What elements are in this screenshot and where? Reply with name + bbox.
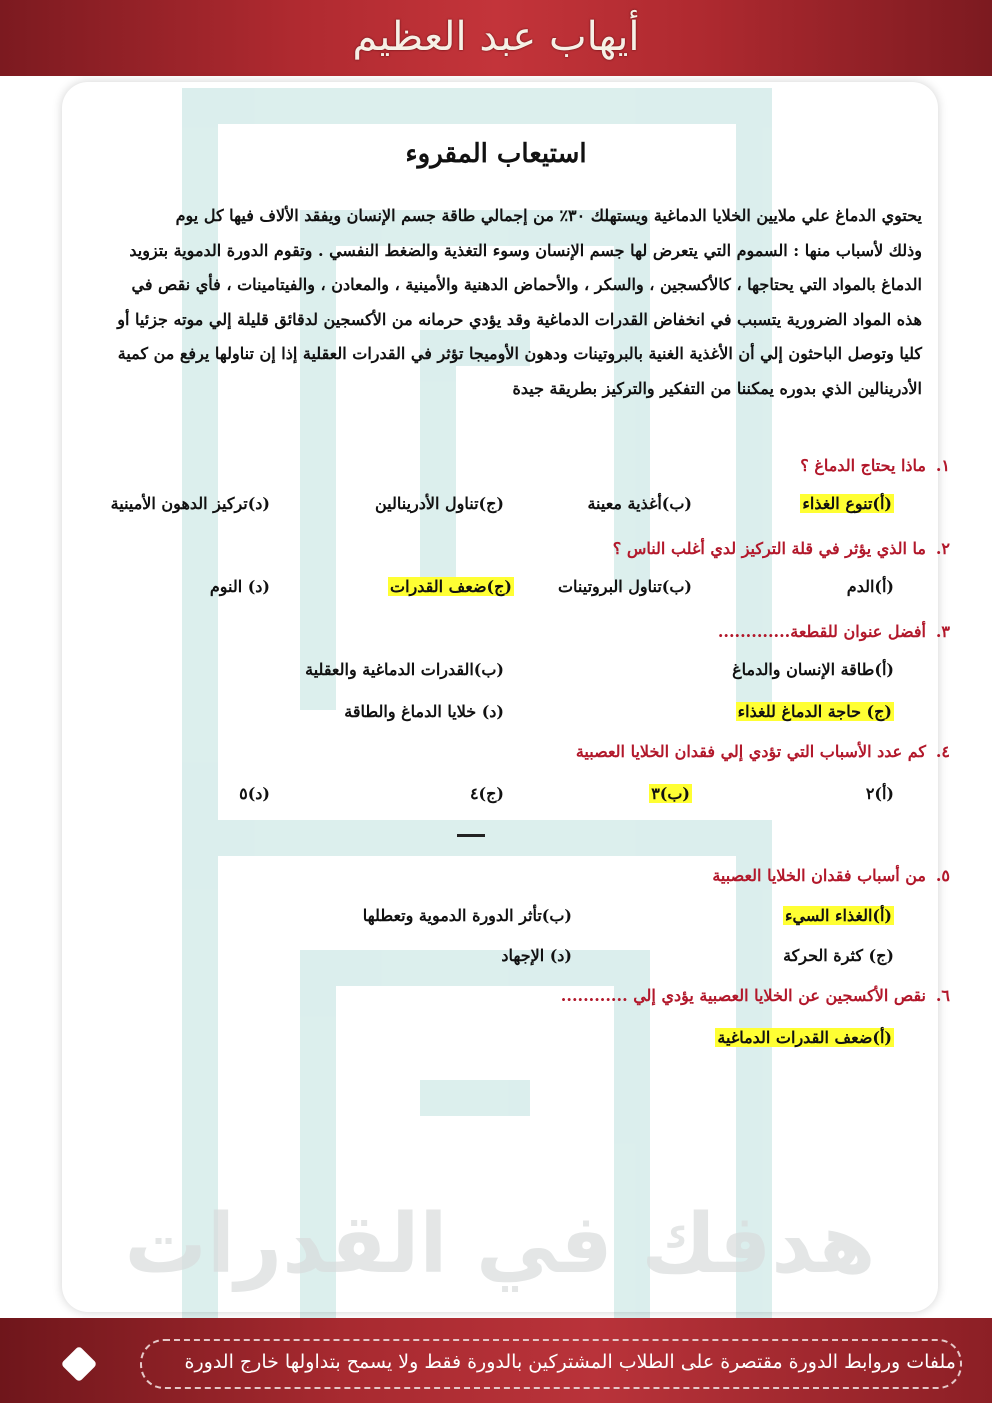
question-number: ٤. [935,742,950,761]
question-6 [561,982,950,1010]
passage-line: يحتوي الدماغ علي ملايين الخلايا الدماغية ويستهلك ٣٠٪ من إجمالي طاقة جسم الإنسان ويفقد الألاف فيها كل يوم [175,206,922,225]
passage-line: الأدرينالين الذي بدوره يمكننا من التفكير والتركيز بطريقة جيدة [512,378,922,398]
option-b[interactable]: (ب)تناول البروتينات [557,577,692,596]
passage [62,199,922,407]
question-1 [800,452,950,480]
option-b[interactable]: (ب)أغذية معينة [587,494,692,513]
question-number: ٥. [935,866,950,885]
option-label: (ج)ضعف القدرات [390,577,512,596]
option-label: (أ)ضعف القدرات الدماغية [717,1028,892,1047]
option-d[interactable]: (د)٥ [239,784,270,803]
question-5 [712,862,950,890]
option-a[interactable] [715,1024,894,1052]
page-title: استيعاب المقروء [405,139,587,169]
option-d[interactable]: (د) النوم [209,577,270,596]
option-d[interactable]: (د) الإجهاد [501,946,572,965]
question-2 [613,535,950,563]
option-label: (ج) حاجة الدماغ للغذاء [737,702,892,721]
option-b[interactable]: (ب)القدرات الدماغية والعقلية [305,660,504,679]
passage-line: الدماغ بالمواد التي يحتاجها ، كالأكسجين ، والسكر ، والأحماض الدهنية والأمينية ، والمعادن ، والفيتامينات ، فأي نقص في [131,275,922,295]
option-label: (أ)الغذاء السيء [784,906,892,925]
option-a[interactable]: (أ)طاقة الإنسان والدماغ [732,660,894,679]
logo [346,6,646,68]
passage-line: هذه المواد الضرورية يتسبب في انخفاض القدرات الدماغية وقد يؤدي حرمانه من الأكسجين لدقائق قليلة إلي موته جزئيا أو [117,309,922,329]
footer-notice: ملفات وروابط الدورة مقتصرة على الطلاب المشتركين بالدورة فقط ولا يسمح بتداولها خارج الدورة [184,1351,956,1373]
option-c[interactable] [736,698,894,726]
header-banner [0,0,992,76]
question-text: نقص الأكسجين عن الخلايا العصبية يؤدي إلي ............ [560,986,926,1005]
option-a[interactable] [783,902,894,930]
question-number: ٢. [935,539,950,558]
option-c[interactable] [388,573,514,601]
option-a[interactable]: (أ)٢ [865,784,894,803]
option-b[interactable]: (ب)تأثر الدورة الدموية وتعطلها [362,906,572,925]
option-d[interactable]: (د)تركيز الدهون الأمينية [110,494,270,513]
question-text: ماذا يحتاج الدماغ ؟ [800,456,926,475]
watermark-text: هدفك في القدرات [124,1197,876,1292]
option-label: (أ)تنوع الغذاء [802,494,892,513]
option-d[interactable]: (د) خلايا الدماغ والطاقة [344,702,504,721]
passage-line: كليا وتوصل الباحثون إلي أن الأغذية الغنية بالبروتينات ودهون الأوميجا تؤثر في القدرات العقلية إذا إن تناولها يرفع من كمية [117,344,922,364]
option-c[interactable]: (ج)تناول الأدرينالين [374,494,504,513]
question-text: كم عدد الأسباب التي تؤدي إلي فقدان الخلايا العصبية [575,742,926,761]
passage-line: وذلك لأسباب منها : السموم التي يتعرض لها جسم الإنسان وسوء التغذية والضغط النفسي . وتقوم الدورة الدموية بتزويد [129,240,922,260]
question-3 [718,618,950,646]
option-b[interactable] [649,780,692,808]
question-4 [576,738,950,766]
option-a[interactable] [800,490,894,518]
question-number: ٦. [935,986,950,1005]
divider-dash [457,834,485,837]
option-label: (ب)٣ [651,784,690,803]
question-text: أفضل عنوان للقطعة............. [717,622,926,641]
question-text: من أسباب فقدان الخلايا العصبية [712,866,926,885]
option-c[interactable]: (ج) كثرة الحركة [783,946,894,965]
question-number: ١. [935,456,950,475]
option-a[interactable]: (أ)الدم [846,577,894,596]
logo-text: أيهاب عبد العظيم [352,14,640,60]
question-number: ٣. [935,622,950,641]
option-c[interactable]: (ج)٤ [469,784,504,803]
question-text: ما الذي يؤثر في قلة التركيز لدي أغلب الناس ؟ [612,539,926,558]
